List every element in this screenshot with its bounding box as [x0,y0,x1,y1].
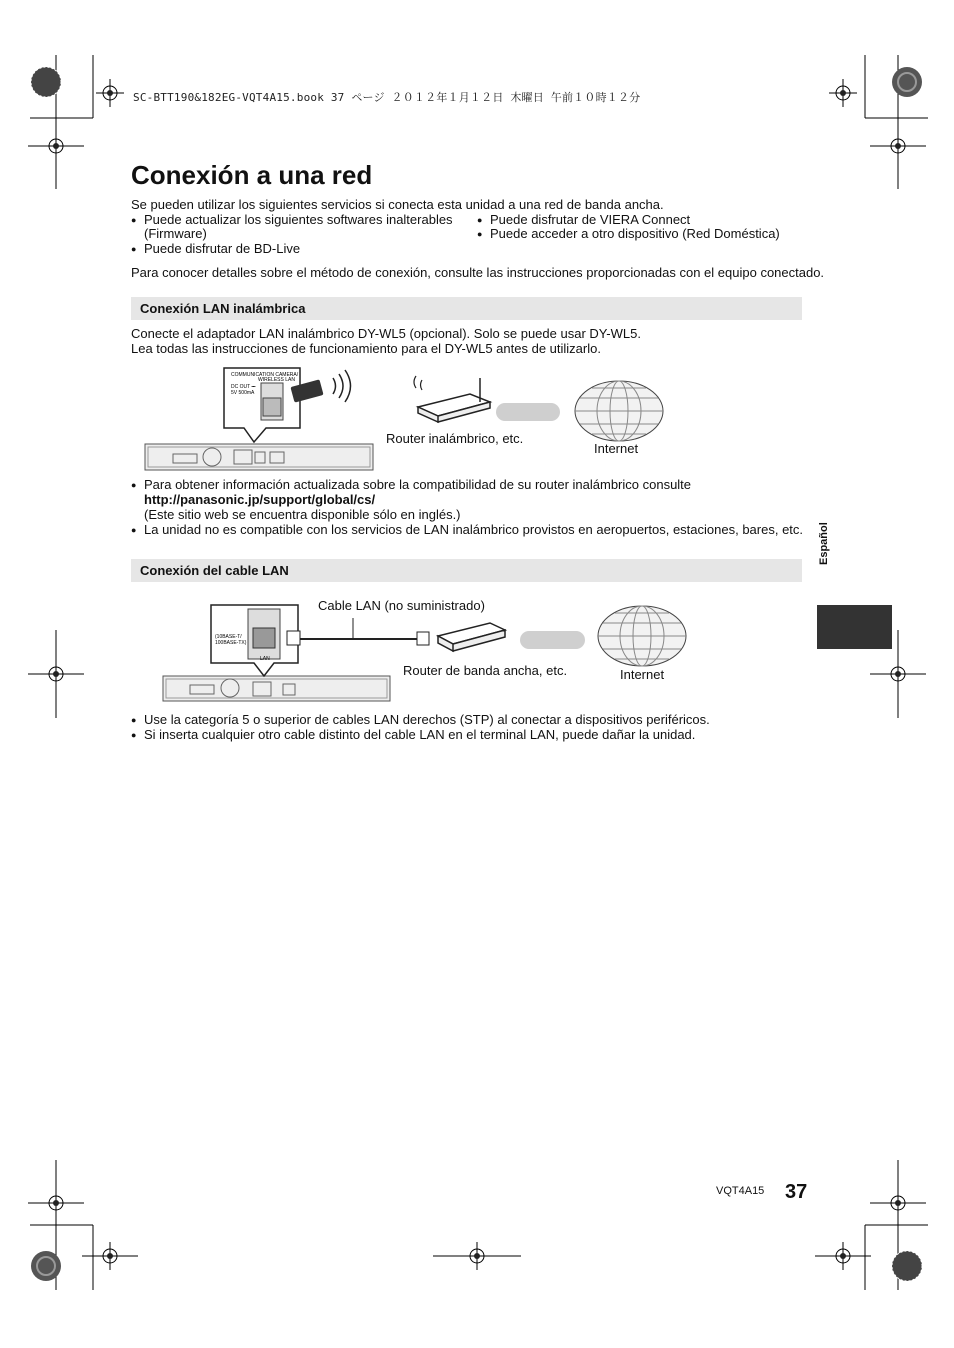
wireless-diagram [140,362,680,474]
wireless-internet-label: Internet [594,441,639,456]
connection-pill [520,631,585,649]
wired-diagram [160,598,700,704]
cable-label: Cable LAN (no suministrado) [318,598,485,613]
internet-globe-icon [598,606,686,666]
wired-note: ● Si inserta cualquier otro cable distinto del cable LAN en el terminal LAN, puede dañar la unidad. [131,727,695,742]
svg-text:(10BASE-T/: (10BASE-T/ [215,634,242,640]
broadband-router-label: Router de banda ancha, etc. [403,663,568,678]
wireless-note: ● Para obtener información actualizada sobre la compatibilidad de su router inalámbrico consulte [131,477,691,492]
wireless-router-label: Router inalámbrico, etc. [386,431,524,446]
language-tab-label: Español [818,522,830,565]
svg-text:DC OUT ⎓: DC OUT ⎓ [231,384,256,390]
section-heading-wired [131,559,802,582]
connection-pill [496,403,560,421]
section-heading-wireless [131,297,802,320]
svg-text:LAN: LAN [260,656,270,662]
intro-text: Se pueden utilizar los siguientes servicios si conecta esta unidad a una red de banda ancha. [131,197,664,212]
player-unit-icon [145,444,373,470]
service-item: ● Puede disfrutar de VIERA Connect [477,212,690,227]
svg-text:100BASE-TX): 100BASE-TX) [215,640,247,646]
page-title: Conexión a una red [131,160,373,190]
service-item: ● Puede disfrutar de BD-Live [131,241,300,256]
wireless-text-1: Conecte el adaptador LAN inalámbrico DY-WL5 (opcional). Solo se puede usar DY-WL5. [131,326,641,341]
wireless-text-2: Lea todas las instrucciones de funcionamiento para el DY-WL5 antes de utilizarlo. [131,341,601,356]
service-item: ● Puede actualizar los siguientes softwares inalterables [131,212,453,227]
service-item: ● Puede acceder a otro dispositivo (Red Doméstica) [477,226,780,241]
svg-text:WIRELESS LAN: WIRELESS LAN [258,377,295,383]
wireless-note-cont: (Este sitio web se encuentra disponible sólo en inglés.) [144,507,461,522]
wireless-note: ● La unidad no es compatible con los servicios de LAN inalámbrico provistos en aeropuertos, estaciones, bares, etc. [131,522,803,537]
book-header: SC-BTT190&182EG-VQT4A15.book 37 ページ ２０１２年１月１２日 木曜日 午前１０時１２分 [133,91,641,104]
details-note: Para conocer detalles sobre el método de conexión, consulte las instrucciones proporcionadas con el equipo conectado. [131,265,825,280]
wired-internet-label: Internet [620,667,665,682]
broadband-router-icon [438,623,505,651]
support-link[interactable]: http://panasonic.jp/support/global/cs/ [144,492,376,507]
language-tab [817,605,892,649]
doc-code: VQT4A15 [716,1185,765,1197]
wireless-router-icon [414,376,490,422]
wired-note: ● Use la categoría 5 o superior de cables LAN derechos (STP) al conectar a dispositivos periféricos. [131,712,710,727]
page-number: 37 [785,1181,808,1203]
svg-text:5V 500mA: 5V 500mA [231,390,255,396]
internet-globe-icon [575,381,663,441]
player-unit-icon [163,676,390,701]
service-item-cont: (Firmware) [144,226,207,241]
section-heading-label: Conexión LAN inalámbrica [140,301,306,316]
section-heading-label: Conexión del cable LAN [140,563,289,578]
svg-text:COMMUNICATION CAMERA/: COMMUNICATION CAMERA/ [231,372,299,378]
